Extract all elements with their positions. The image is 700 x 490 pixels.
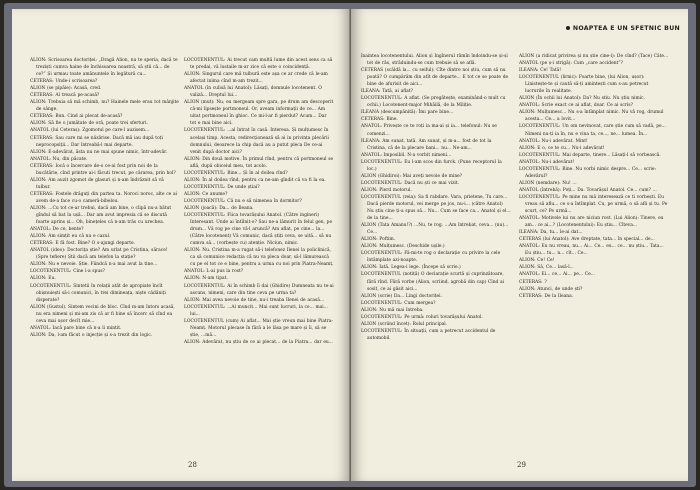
dialogue-paragraph: LOCOTENENTUL: Bine... Și în al doilea rînd? bbox=[184, 170, 288, 176]
dialogue-paragraph: ANATOL: Motivele lui nu are niciun rost. (Lui Alion): Tinere, eu am... ce ai...? (Locotenentului): Eu știu... Cîteva... bbox=[519, 216, 664, 229]
dialogue-paragraph: ALION: E o, ce te cu... Nu-i adevărat! bbox=[519, 145, 605, 151]
dialogue-paragraph: ANATOL (lui Ceteraș): Zgomotul pe care-l auzisem... bbox=[30, 128, 150, 134]
dialogue-paragraph: ALION (mut): Nu, eu mergeam spre gara, pe drum am descoperit că-mi lipsește portmoneul. Or, aveam informații de ce... Am uitat portmoneul în ghioc. Ce mi-l-ar fi pierdut? Acum... Dar tot e mai bine aici. bbox=[184, 100, 334, 127]
page-number-right: 29 bbox=[517, 461, 526, 469]
dialogue-paragraph: LOCOTENENTUL (lirnic): Foarte bine, (lui Alion, ușor): Linistește-te și caută să-ți amintești cum s-au petrecut lucrurile în realitate. bbox=[519, 75, 649, 95]
dialogue-paragraph: ALION: Poftim. bbox=[361, 237, 396, 243]
dialogue-paragraph: CETERAS: ? bbox=[519, 279, 547, 285]
dialogue-paragraph: ILEANA (descumpănită): Îmi pare bine... bbox=[361, 110, 454, 116]
dialogue-paragraph: ALION (a ridicat privirea și nu știe cine-i): De cînd? (Tace) Câte... bbox=[519, 54, 669, 59]
dialogue-paragraph: CETERAS: De la Ileana. bbox=[519, 293, 574, 299]
dialogue-paragraph: ILEANA: Ce! Tată! bbox=[519, 68, 561, 74]
page-number-left: 28 bbox=[188, 461, 197, 469]
dialogue-paragraph: LOCOTENENTUL: Eu l-am scos din furck. (Pune receptorul la loc.) bbox=[361, 159, 502, 172]
dialogue-paragraph: LOCOTENENTUL: Bine. Nu vorbi nimic despre... Ce... scrie: Adevărul? bbox=[519, 166, 657, 179]
dialogue-paragraph: ALION: Ce! Ce! bbox=[519, 258, 555, 264]
dialogue-paragraph: ANATOL (ideo): Doctorița știe? Am urlat pe Cristina, sărace! (Spre tefiere) Știi dacă am telefon la stație? bbox=[30, 248, 168, 261]
dialogue-paragraph: ALION: Scrisoarea doctoriței: „Dragă Alion, nu te speria, dacă te treziști cumva haine de închisoarea noastră, să știi că... de ce?” Și urmau toate amănuntele în legătură cu... bbox=[30, 58, 178, 78]
dialogue-paragraph: ALION: Să, Ce... lasă-l... bbox=[519, 265, 574, 271]
dialogue-paragraph: ANATOL (întrebă): Poți... Da. Tovarășul Anatol. Ce... cum? ... bbox=[519, 187, 657, 193]
dialogue-paragraph: ANATOL (în culisă lui Anatol): Lăsați, domnule locotenent. O valiză... Dreptul lui... bbox=[184, 86, 322, 99]
dialogue-paragraph: ALION: În al doilea rînd, pentru ca ne-am gîndit că va fi la ea. bbox=[184, 177, 326, 183]
dialogue-paragraph: ALION: Pierd motorul. bbox=[361, 187, 412, 193]
dialogue-paragraph: ALION: Singurul care mă tulbură este așa ce ar crede că le-am afectat inima cînd m-am trezit... bbox=[184, 72, 328, 85]
dialogue-paragraph: ANATOL: De ce, bente? bbox=[30, 227, 84, 233]
dialogue-paragraph: CETERAS: Sau care mi se năzărise. Dacă mă iau după toți neprocopsiții... Dar întreabă-l mai departe. bbox=[30, 135, 163, 148]
right-page bbox=[351, 9, 688, 481]
dialogue-paragraph: LOCOTENENTUL: ...al întrat în casă. Interesa. Și mulțumesc în același timp. Acesta, redirecționează să ai in privința plecării domnului, deoarece la chip dacă au a putut pleca De ce-ai venit după doctor aici? bbox=[184, 128, 329, 155]
dialogue-paragraph: ILEANA: Da, tu... le-ai dat... bbox=[519, 230, 583, 236]
right-column-2 bbox=[519, 53, 669, 300]
dialogue-paragraph: CETERAS (lui Anatol): Ave dreptate, tata... în special... de... bbox=[519, 237, 655, 243]
dialogue-paragraph: LOCOTENENTUL: Pe urmă: roluri tovarășului Anatol. bbox=[361, 314, 483, 320]
dialogue-paragraph: ALION (Gustul). Sintem vecini de bloc. Cînd m-am întors acasă, nu era nimeni și mi-am zis că ar fi bine să încerc să cînd ea ceva mai ușor decît mie... bbox=[30, 304, 175, 324]
dialogue-paragraph: ALION: Iată. Legea-i lege. (Începe să scrie.) bbox=[361, 265, 461, 271]
dialogue-paragraph: ANATOL: Nu, din păcate. bbox=[30, 156, 88, 162]
left-page bbox=[12, 9, 350, 481]
dialogue-paragraph: ANATOL: Ei... ce... Ai... pe... Ce... bbox=[519, 272, 595, 278]
dialogue-paragraph: LOCOTENENTUL: De unde știai? bbox=[184, 184, 260, 190]
dialogue-paragraph: ANATOL: Nu-i adevărat! bbox=[519, 159, 575, 165]
dialogue-paragraph: LOCOTENENTUL: Fiica tovarășului Anatol. (Către ingineri) Interesant. Unde ai întîlnit-o? Sau ne-a lămurit în felul gen, pe drum... Vă rog pe cine vă-l aruncă? Am aflat, pe cine... la... (Către locotenent) Vă comunic, dacă știți ceva, se uită... să nu cumva să... (vorbește cu) atenție. Niciun, nimic. bbox=[184, 213, 333, 247]
left-column-1 bbox=[30, 57, 180, 339]
bullet-icon bbox=[566, 26, 570, 30]
dialogue-paragraph: LOCOTENENTUL: Un om nevinovat, care știe cum să vadă, pe... Nimeni nu-ți ia în, nu e vina ta, ce..., ne... lumea. În... bbox=[519, 124, 666, 137]
dialogue-paragraph: ALION: Atunci, de unde ști? bbox=[519, 286, 583, 292]
dialogue-paragraph: CETERAS: Bun. Cind ai plecat de-acasă? bbox=[30, 114, 123, 120]
dialogue-paragraph: ANATOL: Scrie exact ce ai aflat, doar. Ce ai scris? bbox=[519, 103, 633, 109]
dialogue-paragraph: LOCOTENENTUL (reia): Sa fi rabdare. Vara, prietene, Tu care... Dacă pierde motorul, vei merge pe jos, nu-i... (către Anatol) Nu știu cine ți-a spus să... Nu... Cum se face ca... Anatol și el... de la tine... bbox=[361, 194, 511, 222]
dialogue-paragraph: ALION: Mai avea nevoie de tine, nu-i treaba Ilenei de acasă... bbox=[184, 297, 325, 303]
dialogue-paragraph: ANATOL (pe ș-i strigă): Cum „care accident”? bbox=[519, 61, 623, 67]
dialogue-paragraph: CETERAS: Fostele drăguți din partea ta. Noroci noroc, alte ce ai avem de-a face cu-o cameră-bibelou. bbox=[30, 191, 177, 204]
dialogue-paragraph: LOCOTENENTUL: ...Ai muncit... Mai sunt lucruri, la ce... mai... lui... bbox=[184, 304, 328, 317]
dialogue-paragraph: LOCOTENENTUL (notiță) O declarație scurtă și cuprinzătoare, fără rînd. Fără vorbe (Alion, scriind, agrobă din cap) Cînd ai sosit, ce ai găsit aici... bbox=[361, 272, 505, 292]
dialogue-paragraph: ALION: Trebuia să mă schimb, nu? Hainele mele erau tot mânjite de sânge. bbox=[30, 100, 179, 113]
dialogue-paragraph: CETERAS (scăldă la... cu seiful): Cîte dintre noi știu, cum să nu poată? O cumpărăm din atît de departe... E tot ce se poate de bine de afurisit de aici... bbox=[361, 68, 509, 88]
dialogue-paragraph: ANATOL: Nu-i adevărat. Mint! bbox=[519, 138, 588, 144]
dialogue-paragraph: CETERAS: Al treacă pe-acasă? bbox=[30, 93, 100, 99]
dialogue-paragraph: ALION: E-adevărat, ăsta nu ne mai spune nimic, într-adevăr. bbox=[30, 149, 168, 155]
dialogue-paragraph: LOCOTENENTUL: Ai în schimb îi dai (Ghidire) Dumneata nu te-ai ascuns, nimeni, care din tine ceva pe urma ta? bbox=[184, 283, 334, 296]
dialogue-paragraph: înaintea locotenentului. Alion și Ingînerul rămîn îndoindu-se și-și tot de râs, străduindu-se cum trebuie să se află. bbox=[361, 54, 508, 67]
dialogue-paragraph: LOCOTENENTUL: Că nu e să nimenea în dormitor? bbox=[184, 198, 302, 204]
dialogue-paragraph: LOCOTENENTUL (cum) Ai aflat... Mai știe vreun mai bine Piatra-Neamț. Motorul plecase în fără a le lăsa pe mare și îi, să se știe, ...mă... bbox=[184, 318, 334, 338]
dialogue-paragraph: ANATOL: Imposibil. N-a vorbit nimeni... bbox=[361, 152, 452, 158]
dialogue-paragraph: ALION (Ghidiroi): Mai aveți nevoie de mine? bbox=[361, 173, 463, 179]
dialogue-paragraph: LOCOTENENTUL: Mai departe, tinere... Lăsați-l să vorbească. bbox=[519, 152, 661, 158]
dialogue-paragraph: ILEANA: Am sunat, tată. Am sunat, și m-a... fost de tot la Cristina, că de la plecare bani... nu... Ne-am... bbox=[361, 138, 492, 151]
dialogue-paragraph: LOCOTENENTUL: În situații, cum a petrecut accidentul de automobil. bbox=[361, 328, 496, 341]
left-column-2 bbox=[184, 57, 334, 346]
running-header bbox=[566, 25, 680, 32]
dialogue-paragraph: ALION (joacă): Da... de Ileana. bbox=[184, 205, 254, 211]
dialogue-paragraph: ALION: Din două motive. În primul rînd, pentru că portmoneul se află, după obiceiul meu, tot acolo. bbox=[184, 156, 334, 169]
dialogue-paragraph: LOCOTENENTUL: Pe mine nu mă interesează ce ti vorbești. Eu vreau să aflu... ce s-a întîmplat. Cu, pe urmă, o să afli și tu. Pe scurt, ce? Pe urmă... bbox=[519, 194, 668, 215]
dialogue-paragraph: ALION: N-am tipat. bbox=[184, 276, 228, 282]
dialogue-paragraph: ALION (Tata Amanu!?) ...Nu, te rog. ...Am întrebat, ceva... (nu)... Ce... bbox=[361, 223, 509, 236]
dialogue-paragraph: ALION (scriind încet): Rolul principal. bbox=[361, 321, 448, 327]
dialogue-paragraph: CETERAS: E fă fost. Bine? O s-ajungi departe. bbox=[30, 241, 135, 247]
dialogue-paragraph: ALION (În ochii lui Anatol): Da? Nu stiu. Nu știu nimic. bbox=[519, 96, 645, 102]
dialogue-paragraph: ALION: Mulțumesc... Nu s-a întîmplat nimic. Nu vă rog, drumul acesta... Ce... a lovit... bbox=[519, 110, 664, 123]
dialogue-paragraph: LOCOTENENTUL: A aflat. (Se pregătește, examinând-o mult cu ochii.) Locotenent-major Mihăilă, de la Miliție. bbox=[361, 96, 506, 109]
dialogue-paragraph: ALION: Eu. bbox=[30, 276, 56, 282]
right-column-1 bbox=[361, 53, 511, 342]
dialogue-paragraph: CETERAS: Bine. bbox=[361, 117, 398, 123]
open-book bbox=[4, 3, 696, 487]
dialogue-paragraph: CETERAS: Iocă o încercare de-o ce-ai fost prin noi de la bucătărie, cînd printre ai-i făcuti trecut, pe cărarea, prin hol? bbox=[30, 163, 176, 176]
dialogue-paragraph: LOCOTENENTUL: Sintetii în relații atât de apropiate încît obișnuiești să-i comunici, în trei dimineața, niște cădăniți disperate? bbox=[30, 283, 166, 303]
dialogue-paragraph: ILEANA: Tată, ai aflat? bbox=[361, 89, 413, 95]
dialogue-paragraph: ALION: Am simțit eu că nu e cazul. bbox=[30, 234, 111, 240]
dialogue-paragraph: ALION: Ce anume? bbox=[184, 191, 228, 197]
dialogue-paragraph: ALION: Nu mă mai întreba. bbox=[361, 307, 424, 313]
dialogue-paragraph: ALION: Nu. Cristina m-a rugat să-i telefonez Ilenei la policlinică, ca să comunice redacția că nu va pleca doar, să-l lămurească cu pe el tot ce e bine, pentru a urma cu noi prin Piatra-Neamț. bbox=[184, 248, 334, 268]
dialogue-paragraph: LOCOTENENTUL: Dacă nu ști ce mai vizit. bbox=[361, 180, 459, 186]
dialogue-paragraph: LOCOTENENTUL: Cine l-a spus? bbox=[30, 269, 105, 275]
dialogue-paragraph: LOCOTENENTUL: Fă-mi-te rog o declarație cu privire la cele întâmplate azi-noapte. bbox=[361, 251, 501, 264]
dialogue-paragraph: ALION: Adevărat, nu știu de ce ai plecat... de la Piatra... dar eu... bbox=[184, 339, 333, 345]
dialogue-paragraph: LOCOTENENTUL: Ai trecut cam multă lume din acest sens ca să te predai, vă lustaile m-ar zice că este o coincidență. bbox=[184, 58, 333, 71]
running-header-text: NOAPTEA E UN SFETNIC BUN bbox=[572, 25, 680, 32]
dialogue-paragraph: ALION: Am auzit zgomot de glasuri și n-am îndrăznit să vă tulbur. bbox=[30, 177, 164, 190]
dialogue-paragraph: ALION (scrie) Da... Lingi doctoriței. bbox=[361, 293, 442, 299]
dialogue-paragraph: ANATOL: Iacă pare bine că n-a li mintit. bbox=[30, 325, 122, 331]
dialogue-paragraph: ANATOL: L-ai pus la rost? bbox=[184, 269, 244, 275]
dialogue-paragraph: ALION (nemdare): Nu! ... bbox=[519, 180, 577, 186]
dialogue-paragraph: ANATOL: Eu nu vreau, nu... Ai... Ce... eu... ce... nu știu... Tata... Eu știu... tu... n... cît... Ce... bbox=[519, 244, 664, 257]
dialogue-paragraph: ALION: Să fie o jumătate de oră, poate trei sferturi. bbox=[30, 121, 148, 127]
dialogue-paragraph: ALION: Nu e nevoie. Știe. Fiindcă n-a mai avut la tine... bbox=[30, 262, 158, 268]
dialogue-paragraph: ALION (se pipăie): Acasă, cred. bbox=[30, 86, 102, 92]
dialogue-paragraph: ALION: Mulțumesc. (Deschide ușile.) bbox=[361, 244, 445, 250]
dialogue-paragraph: CETERAS: Unde-i scrisoarea? bbox=[30, 79, 98, 85]
dialogue-paragraph: LOCOTENENTUL: Cum mergea? bbox=[361, 300, 436, 306]
dialogue-paragraph: ANATOL: Privește ce te roți ia ma-ai și ia... telefonul: Nu se comenzi... bbox=[361, 124, 497, 137]
dialogue-paragraph: ALION: Da, l-am făcut o injecție și s-a trezit din logic. bbox=[30, 332, 153, 338]
dialogue-paragraph: ALION: ...Cu tot ce-ar trebui, dacă am bine, o clipă nu-a bătut gîndul să bat la ușă... Dar am avut impresia că se discută foarte aprins și... Oh, binețeles că n-am trăs cu urechea. bbox=[30, 205, 172, 226]
